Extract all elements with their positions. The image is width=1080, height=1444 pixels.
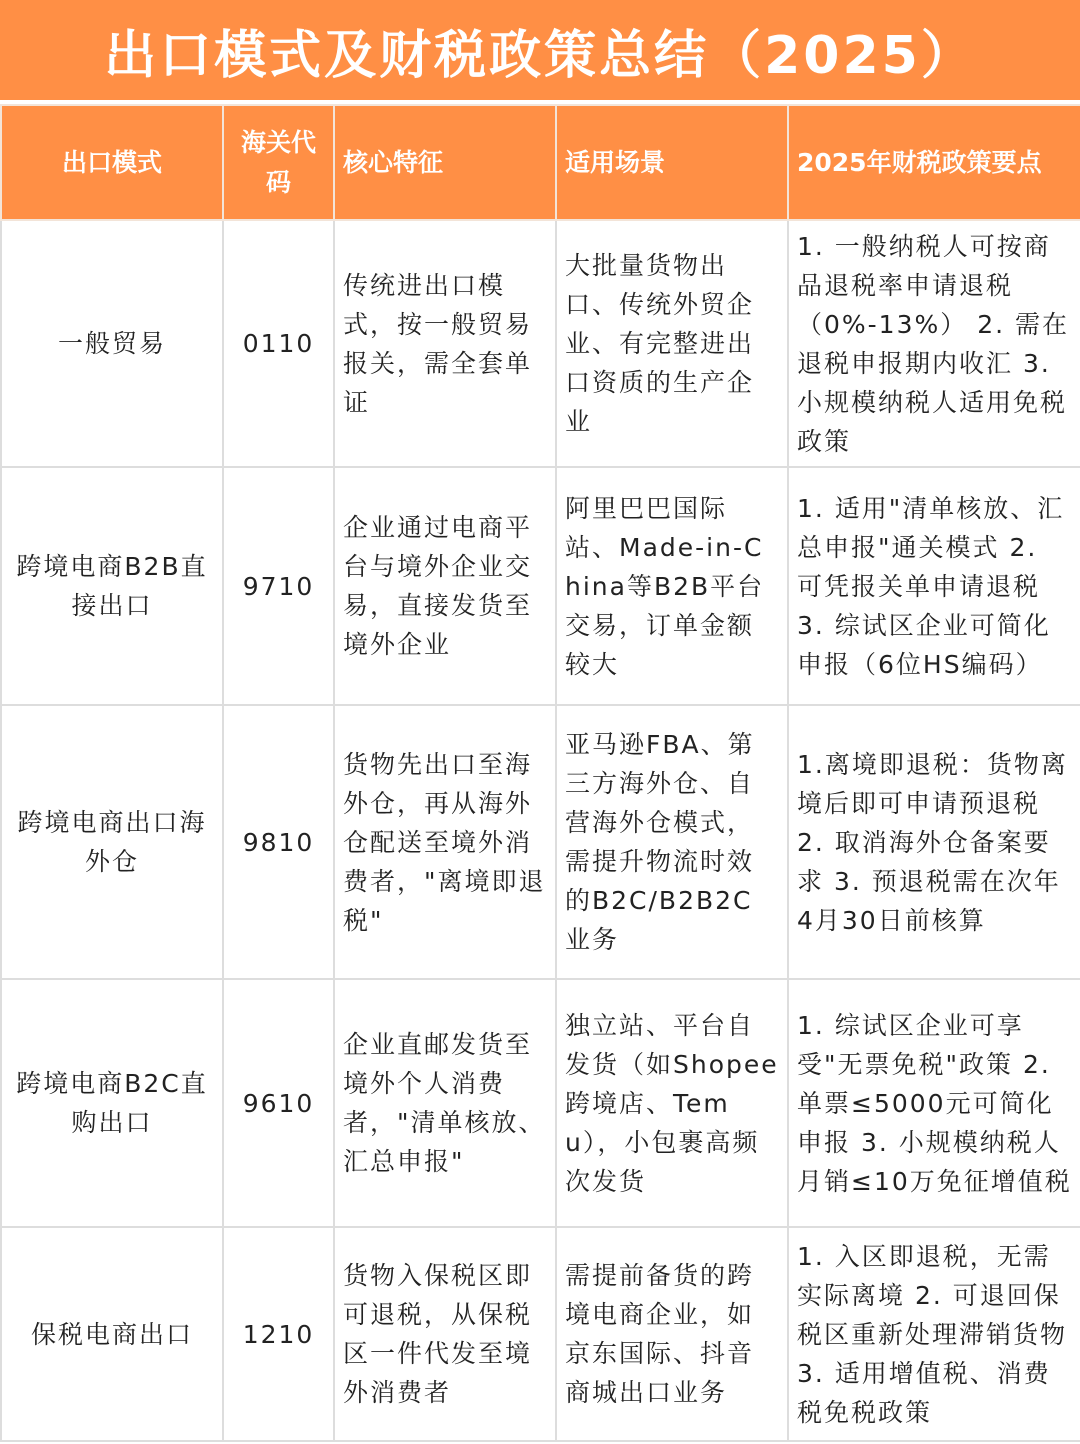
cell-code: 9810 xyxy=(223,705,334,979)
header-code: 海关代码 xyxy=(223,105,334,220)
table-row xyxy=(1,979,1080,1227)
cell-feature: 货物入保税区即可退税，从保税区一件代发至境外消费者 xyxy=(334,1227,556,1441)
cell-mode: 保税电商出口 xyxy=(1,1227,223,1441)
table-row xyxy=(1,467,1080,705)
header-mode: 出口模式 xyxy=(1,105,223,220)
cell-mode: 跨境电商B2C直购出口 xyxy=(1,979,223,1227)
cell-scene: 大批量货物出口、传统外贸企业、有完整进出口资质的生产企业 xyxy=(556,220,788,467)
cell-feature: 传统进出口模式，按一般贸易报关，需全套单证 xyxy=(334,220,556,467)
table-row xyxy=(1,1227,1080,1441)
cell-policy: 1. 综试区企业可享受"无票免税"政策 2. 单票≤5000元可简化申报 3. 小规模纳税人月销≤10万免征增值税 xyxy=(788,979,1080,1227)
title-bar xyxy=(0,0,1080,104)
cell-policy: 1. 一般纳税人可按商品退税率申请退税（0%-13%） 2. 需在退税申报期内收汇 3. 小规模纳税人适用免税政策 xyxy=(788,220,1080,467)
cell-policy: 1. 适用"清单核放、汇总申报"通关模式 2. 可凭报关单申请退税 3. 综试区企业可简化申报（6位HS编码） xyxy=(788,467,1080,705)
header-policy: 2025年财税政策要点 xyxy=(788,105,1080,220)
header-scene: 适用场景 xyxy=(556,105,788,220)
cell-feature: 货物先出口至海外仓，再从海外仓配送至境外消费者，"离境即退税" xyxy=(334,705,556,979)
cell-code: 9610 xyxy=(223,979,334,1227)
policy-table xyxy=(0,104,1080,1442)
cell-mode: 一般贸易 xyxy=(1,220,223,467)
cell-scene: 需提前备货的跨境电商企业，如京东国际、抖音商城出口业务 xyxy=(556,1227,788,1441)
cell-code: 0110 xyxy=(223,220,334,467)
cell-mode: 跨境电商B2B直接出口 xyxy=(1,467,223,705)
table-row xyxy=(1,705,1080,979)
cell-feature: 企业通过电商平台与境外企业交易，直接发货至境外企业 xyxy=(334,467,556,705)
cell-scene: 亚马逊FBA、第三方海外仓、自营海外仓模式，需提升物流时效的B2C/B2B2C业务 xyxy=(556,705,788,979)
cell-feature: 企业直邮发货至境外个人消费者，"清单核放、汇总申报" xyxy=(334,979,556,1227)
page-title: 出口模式及财税政策总结（2025） xyxy=(104,25,976,86)
cell-scene: 阿里巴巴国际站、Made-in-China等B2B平台交易，订单金额较大 xyxy=(556,467,788,705)
table-row xyxy=(1,220,1080,467)
cell-mode: 跨境电商出口海外仓 xyxy=(1,705,223,979)
header-row xyxy=(1,105,1080,220)
cell-scene: 独立站、平台自发货（如Shopee跨境店、Temu），小包裹高频次发货 xyxy=(556,979,788,1227)
cell-code: 1210 xyxy=(223,1227,334,1441)
cell-policy: 1.离境即退税：货物离境后即可申请预退税 2. 取消海外仓备案要求 3. 预退税需在次年4月30日前核算 xyxy=(788,705,1080,979)
header-feature: 核心特征 xyxy=(334,105,556,220)
cell-code: 9710 xyxy=(223,467,334,705)
cell-policy: 1. 入区即退税，无需实际离境 2. 可退回保税区重新处理滞销货物 3. 适用增值税、消费税免税政策 xyxy=(788,1227,1080,1441)
